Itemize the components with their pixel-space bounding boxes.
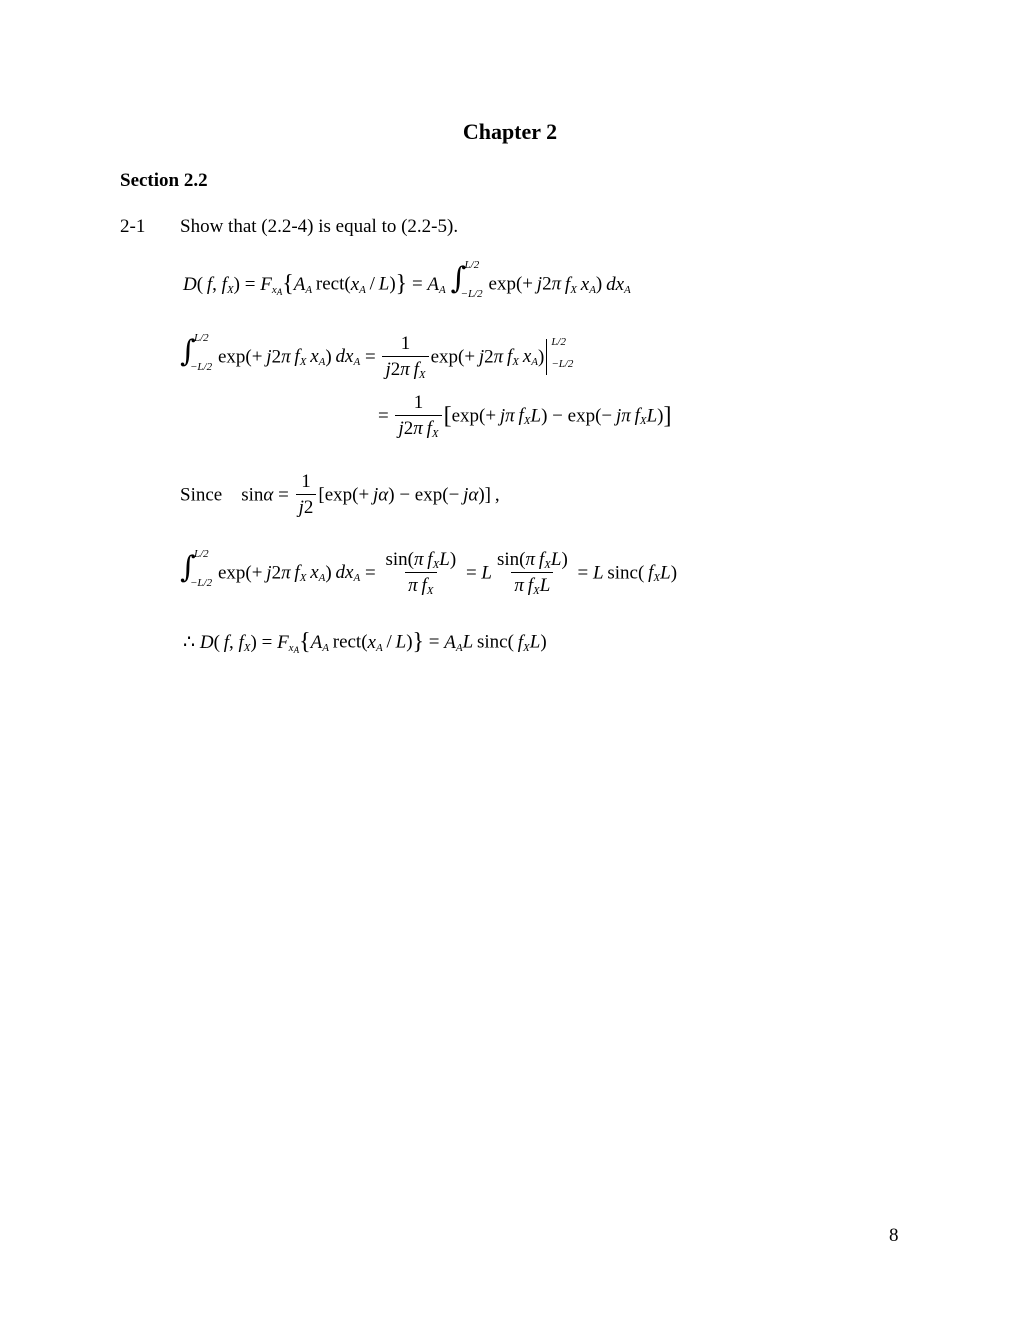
problem-number: 2-1 xyxy=(120,216,146,237)
equation-sine-identity: Since sinα = $\frac{1}{j2}$ [exp(+ jα) − exp(− jα)] , xyxy=(180,471,500,518)
equation-sinc-result: ∫ L/2 −L/2 exp(+ j2π $f_X$ $x_A$) $dx_A$ = $\frac{\sin(\pi f_XL)}{\pi f_X}$ = L $\frac{\sin(\pi f_XL)}{\pi f_XL}$ = L sinc( $f_XL$) xyxy=(180,547,678,597)
chapter-title: Chapter 2 xyxy=(462,119,558,144)
equation-fourier-transform: D( f, $f_X) = F_{x_A}\{A_A$ $rect(x_A / L)\} = A_A$ ∫ L/2 −L/2 exp(+ j2π $f_X$ $x_A$) $dx_A$ xyxy=(183,259,631,300)
page-number: 8 xyxy=(889,1225,899,1246)
equation-conclusion: ∴ D( f, $f_X) = F_{x_A}\{A_A$ $rect(x_A / L)\} = A_AL$ sinc( $f_XL$) xyxy=(183,629,547,655)
problem-statement: Show that (2.2-4) is equal to (2.2-5). xyxy=(180,216,459,237)
equation-integral-result: = $\frac{1}{j2\pi f_X}$ [exp(+ jπ $f_XL) - \exp(- j\pi$ $f_XL$)] xyxy=(378,392,672,440)
section-heading: Section 2.2 xyxy=(120,170,208,191)
since-label: Since xyxy=(180,484,223,506)
equation-integral-evaluation: ∫ L/2 −L/2 exp(+ j2π $f_X$ $x_A$) $dx_A$ = $\frac{1}{j2\pi f_X}$ exp(+ j2π $f_X$ $x_A$) L/2 −L/2 xyxy=(180,334,591,380)
